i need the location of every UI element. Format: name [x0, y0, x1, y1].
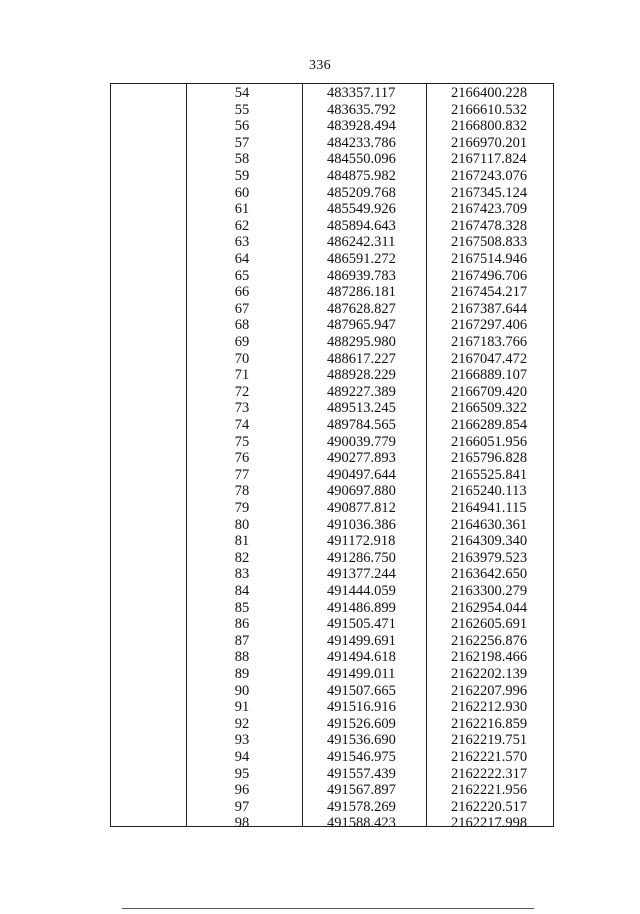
point-number: 93: [234, 732, 250, 749]
point-number: 84: [234, 583, 250, 599]
point-number: 72: [234, 383, 250, 400]
bottom-rule: [122, 908, 534, 909]
coordinate-y: 2167496.706: [451, 267, 528, 284]
coordinate-y: 2167423.709: [451, 201, 528, 218]
point-number: 86: [234, 616, 250, 633]
coordinate-y: 2162216.859: [451, 715, 528, 732]
table-row: [111, 732, 553, 749]
point-number: 59: [234, 168, 250, 184]
table-row: [111, 799, 553, 816]
coordinate-y: 2162202.139: [451, 666, 528, 682]
coordinate-y: 2166889.107: [451, 367, 528, 384]
point-number: 88: [234, 649, 250, 666]
coordinate-x: 491526.609: [327, 715, 396, 732]
coordinate-x: 491567.897: [327, 782, 396, 799]
coordinate-y: 2166610.532: [451, 101, 528, 118]
coordinate-x: 491557.439: [327, 765, 396, 782]
coordinate-x: 490697.880: [327, 483, 396, 500]
point-number: 95: [234, 765, 250, 782]
table-row: [111, 666, 553, 683]
coordinate-x: 488617.227: [327, 350, 396, 367]
table-row: [111, 317, 553, 334]
table-row: [111, 533, 553, 550]
coordinate-x: 490877.812: [327, 500, 396, 516]
point-number: 57: [234, 134, 250, 151]
point-number: 94: [234, 749, 250, 765]
coordinate-y: 2165240.113: [451, 483, 527, 500]
point-number: 73: [234, 400, 250, 417]
coordinate-y: 2167478.328: [451, 217, 528, 234]
point-number: 98: [234, 815, 250, 832]
point-number: 63: [234, 234, 250, 251]
coordinate-y: 2164630.361: [451, 516, 528, 533]
point-number: 75: [234, 433, 250, 450]
table-row: [111, 699, 553, 716]
coordinate-x: 488295.980: [327, 334, 396, 350]
coordinate-x: 483357.117: [327, 85, 396, 101]
coordinate-y: 2164941.115: [451, 500, 527, 516]
point-number: 55: [234, 101, 250, 118]
coordinate-y: 2167297.406: [451, 317, 528, 334]
coordinate-y: 2162207.996: [451, 682, 528, 699]
coordinate-y: 2162221.956: [451, 782, 528, 799]
coordinate-x: 491588.423: [327, 815, 396, 832]
coordinate-y: 2167508.833: [451, 234, 528, 251]
point-number: 74: [234, 417, 250, 433]
coordinate-y: 2163300.279: [451, 583, 528, 599]
table-row: [111, 649, 553, 666]
coordinate-y: 2167243.076: [451, 168, 528, 184]
coordinate-x: 491444.059: [327, 583, 396, 599]
coordinate-x: 489784.565: [327, 417, 396, 433]
point-number: 89: [234, 666, 250, 682]
coordinate-y: 2167047.472: [451, 350, 528, 367]
table-row: [111, 334, 553, 351]
coordinate-y: 2162219.751: [451, 732, 528, 749]
table-row: [111, 135, 553, 152]
table-row: [111, 782, 553, 799]
coordinate-x: 483635.792: [327, 101, 396, 118]
coordinate-y: 2166970.201: [451, 134, 528, 151]
coordinate-x: 487965.947: [327, 317, 396, 334]
coordinate-table: [110, 83, 554, 832]
table-row: [111, 85, 553, 102]
point-number: 66: [234, 284, 250, 301]
table-row: [111, 766, 553, 783]
table-row: [111, 716, 553, 733]
table-row: [111, 683, 553, 700]
point-number: 91: [234, 699, 250, 716]
coordinate-x: 491499.691: [327, 632, 396, 649]
point-number: 96: [234, 782, 250, 799]
table-row: [111, 815, 553, 832]
coordinate-x: 484550.096: [327, 151, 396, 168]
coordinate-y: 2165525.841: [451, 466, 528, 483]
coordinate-y: 2166800.832: [451, 118, 528, 135]
coordinate-y: 2162256.876: [451, 632, 528, 649]
table-row: [111, 251, 553, 268]
point-number: 69: [234, 334, 250, 350]
table-row: [111, 600, 553, 617]
coordinate-y: 2167387.644: [451, 300, 528, 317]
coordinate-x: 491546.975: [327, 749, 396, 765]
coordinate-x: 491494.618: [327, 649, 396, 666]
coordinate-x: 491499.011: [327, 666, 396, 682]
coordinate-y: 2167454.217: [451, 284, 528, 301]
point-number: 80: [234, 516, 250, 533]
coordinate-y: 2162198.466: [451, 649, 528, 666]
table-row: [111, 234, 553, 251]
table-row: [111, 118, 553, 135]
coordinate-x: 491507.665: [327, 682, 396, 699]
point-number: 85: [234, 599, 250, 616]
point-number: 60: [234, 184, 250, 201]
coordinate-x: 490277.893: [327, 450, 396, 467]
table-row: [111, 185, 553, 202]
coordinate-y: 2162954.044: [451, 599, 528, 616]
point-number: 58: [234, 151, 250, 168]
point-number: 81: [234, 533, 250, 550]
table-row: [111, 400, 553, 417]
coordinate-x: 485209.768: [327, 184, 396, 201]
coordinate-y: 2167117.824: [451, 151, 527, 168]
coordinate-x: 491578.269: [327, 798, 396, 815]
point-number: 76: [234, 450, 250, 467]
coordinate-y: 2162221.570: [451, 749, 528, 765]
coordinate-x: 485894.643: [327, 217, 396, 234]
point-number: 77: [234, 466, 250, 483]
table-row: [111, 284, 553, 301]
table-row: [111, 616, 553, 633]
table-row: [111, 201, 553, 218]
coordinate-y: 2167345.124: [451, 184, 528, 201]
coordinate-y: 2166400.228: [451, 85, 528, 101]
table-row: [111, 151, 553, 168]
point-number: 67: [234, 300, 250, 317]
coordinate-y: 2164309.340: [451, 533, 528, 550]
table-row: [111, 633, 553, 650]
table-row: [111, 367, 553, 384]
coordinate-x: 491377.244: [327, 566, 396, 583]
coordinate-x: 488928.229: [327, 367, 396, 384]
point-number: 90: [234, 682, 250, 699]
coordinate-x: 490497.644: [327, 466, 396, 483]
coordinate-y: 2162220.517: [451, 798, 528, 815]
coordinate-x: 485549.926: [327, 201, 396, 218]
table-row: [111, 301, 553, 318]
table-row: [111, 483, 553, 500]
coordinate-x: 491286.750: [327, 549, 396, 566]
table-row: [111, 566, 553, 583]
point-number: 70: [234, 350, 250, 367]
coordinate-y: 2167183.766: [451, 334, 528, 350]
coordinate-x: 484233.786: [327, 134, 396, 151]
coordinate-x: 487286.181: [327, 284, 396, 301]
coordinate-y: 2166709.420: [451, 383, 528, 400]
table-row: [111, 102, 553, 119]
coordinate-x: 491505.471: [327, 616, 396, 633]
table-row: [111, 351, 553, 368]
table-row: [111, 749, 553, 766]
coordinate-y: 2165796.828: [451, 450, 528, 467]
coordinate-x: 489513.245: [327, 400, 396, 417]
table-row: [111, 384, 553, 401]
table-row: [111, 450, 553, 467]
point-number: 87: [234, 632, 250, 649]
table-row: [111, 500, 553, 517]
coordinate-x: 486939.783: [327, 267, 396, 284]
table-row: [111, 583, 553, 600]
coordinate-y: 2162217.998: [451, 815, 528, 832]
point-number: 61: [234, 201, 250, 218]
point-number: 65: [234, 267, 250, 284]
point-number: 54: [234, 85, 250, 101]
coordinate-x: 486591.272: [327, 251, 396, 267]
table-row: [111, 268, 553, 285]
table-row: [111, 550, 553, 567]
coordinate-y: 2166051.956: [451, 433, 528, 450]
coordinate-x: 491172.918: [327, 533, 396, 550]
table-row: [111, 417, 553, 434]
coordinate-x: 490039.779: [327, 433, 396, 450]
coordinate-y: 2167514.946: [451, 251, 528, 267]
point-number: 92: [234, 715, 250, 732]
coordinate-x: 483928.494: [327, 118, 396, 135]
point-number: 68: [234, 317, 250, 334]
coordinate-y: 2162222.317: [451, 765, 528, 782]
coordinate-x: 491536.690: [327, 732, 396, 749]
coordinate-y: 2162605.691: [451, 616, 528, 633]
page-number: 336: [309, 58, 331, 73]
table-row: [111, 168, 553, 185]
point-number: 71: [234, 367, 250, 384]
point-number: 82: [234, 549, 250, 566]
point-number: 97: [234, 798, 250, 815]
table-row: [111, 517, 553, 534]
coordinate-x: 486242.311: [327, 234, 396, 251]
table-row: [111, 218, 553, 235]
point-number: 64: [234, 251, 250, 267]
point-number: 78: [234, 483, 250, 500]
point-number: 83: [234, 566, 250, 583]
point-number: 62: [234, 217, 250, 234]
coordinate-y: 2163979.523: [451, 549, 528, 566]
coordinate-x: 491516.916: [327, 699, 396, 716]
coordinate-x: 491486.899: [327, 599, 396, 616]
coordinate-y: 2166509.322: [451, 400, 528, 417]
coordinate-x: 484875.982: [327, 168, 396, 184]
table-row: [111, 467, 553, 484]
coordinate-x: 491036.386: [327, 516, 396, 533]
point-number: 56: [234, 118, 250, 135]
point-number: 79: [234, 500, 250, 516]
coordinate-y: 2166289.854: [451, 417, 528, 433]
coordinate-x: 487628.827: [327, 300, 396, 317]
coordinate-y: 2162212.930: [451, 699, 528, 716]
coordinate-x: 489227.389: [327, 383, 396, 400]
table-row: [111, 434, 553, 451]
coordinate-y: 2163642.650: [451, 566, 528, 583]
